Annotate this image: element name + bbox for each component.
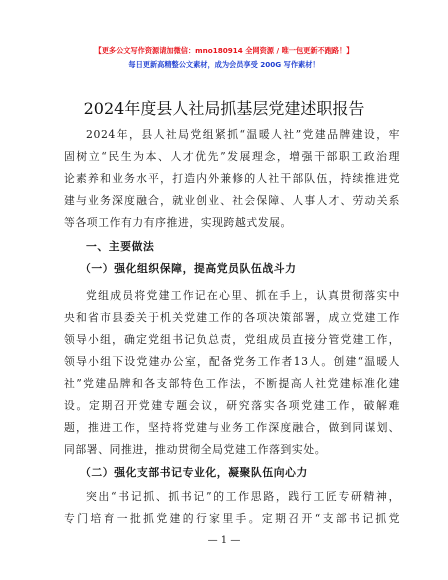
paragraph-line: 题，推进工作，坚持将党建与业务工作深度融合，做到同谋划、	[64, 421, 400, 434]
paragraph-line: 同部署、同推进，推动贯彻全局党建工作落到实处。	[64, 443, 327, 456]
paragraph-line: 党组成员将党建工作记在心里、抓在手上，认真贯彻落实中	[86, 289, 400, 302]
paragraph-line: 领导小组，确定党组书记负总责，党组成员直接分管党建工作，	[64, 333, 400, 346]
document-title: 2024年度县人社局抓基层党建述职报告	[83, 99, 365, 118]
paragraph-line: 央和省市县委关于机关党建工作的各项决策部署，成立党建工作	[64, 311, 400, 324]
page-number: — 1 —	[207, 535, 241, 546]
paragraph-line: 论素养和业务水平，打造内外兼修的人社干部队伍，持续推进党	[64, 172, 400, 185]
subsection-heading: （二）强化支部书记专业化，凝聚队伍向心力	[80, 466, 308, 479]
promo-banner-red: 【更多公文写作资源请加微信：mno180914 全网资源 / 唯一包更新不跑路！】	[94, 46, 354, 55]
section-heading: 一、主要做法	[86, 240, 155, 253]
paragraph-line: 社”党建品牌和各支部特色工作法，不断提高人社党建标准化建	[64, 377, 400, 390]
paragraph-line: 固树立“民生为本、人才优先”发展理念，增强干部职工政治理	[64, 150, 400, 163]
paragraph-line: 领导小组下设党建办公室，配备党务工作者13人。创建“温暖人	[64, 355, 400, 368]
promo-banner-blue: 每日更新高精整公文素材，成为会员享受 200G 写作素材！	[128, 60, 320, 69]
paragraph-line: 突出“书记抓、抓书记”的工作思路，践行工匠专研精神，	[86, 490, 400, 503]
paragraph-line: 设。定期召开党建专题会议，研究落实各项党建工作，破解难	[64, 399, 400, 412]
paragraph-line: 2024年，县人社局党组紧抓“温暖人社”党建品牌建设，牢	[86, 128, 400, 141]
subsection-heading: （一）强化组织保障，提高党员队伍战斗力	[80, 262, 297, 275]
paragraph-line: 专门培育一批抓党建的行家里手。定期召开“支部书记抓党	[64, 512, 400, 525]
paragraph-line: 等各项工作有力有序推进，实现跨越式发展。	[64, 216, 292, 229]
paragraph-line: 建与业务深度融合，就业创业、社会保障、人事人才、劳动关系	[64, 194, 400, 207]
